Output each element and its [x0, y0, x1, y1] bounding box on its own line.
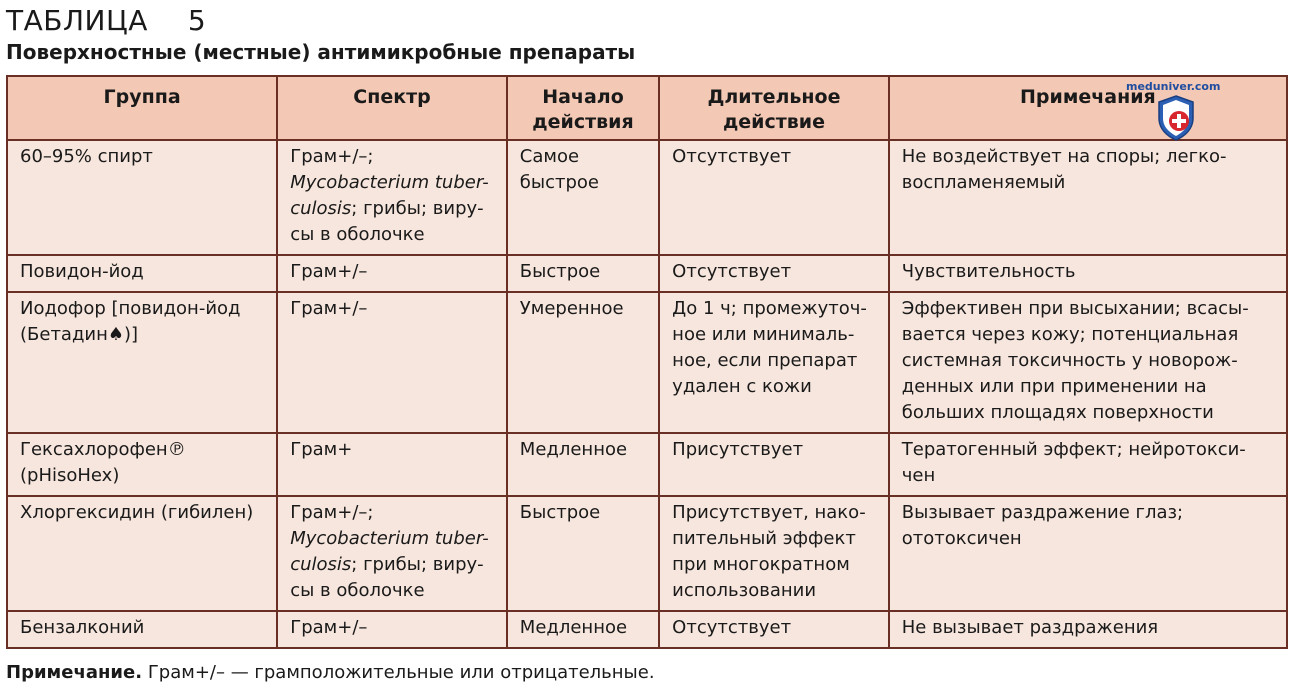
antimicrobial-table — [6, 75, 1288, 649]
spectrum-text: Грам+/– — [290, 298, 368, 319]
cell-notes: Эффективен при высыхании; всасы-вается через кожу; потенциальная системная токсичность у новорож-денных или при применении на больших площадях поверхности — [889, 292, 1287, 433]
spectrum-text-rest: ; грибы; виру-сы в оболочке — [290, 198, 484, 245]
table-row — [7, 611, 1287, 648]
cell-duration: Присутствует — [659, 433, 889, 496]
cell-duration: До 1 ч; промежуточ-ное или минималь-ное, если препарат удален с кожи — [659, 292, 889, 433]
table-row — [7, 140, 1287, 255]
spectrum-organism: Mycobacterium tuber-culosis — [290, 528, 489, 575]
cell-group: Бензалконий — [7, 611, 277, 648]
table-footnote — [6, 662, 655, 683]
column-header-group: Группа — [7, 76, 277, 140]
cell-group: Хлоргексидин (гибилен) — [7, 496, 277, 611]
cell-group: Иодофор [повидон-йод (Бетадин♠)] — [7, 292, 277, 433]
column-header-onset: Начало действия — [507, 76, 659, 140]
cell-spectrum — [277, 611, 507, 648]
table-row — [7, 255, 1287, 292]
table-row — [7, 292, 1287, 433]
cell-notes: Чувствительность — [889, 255, 1287, 292]
cell-notes: Вызывает раздражение глаз; ототоксичен — [889, 496, 1287, 611]
cell-notes: Не вызывает раздражения — [889, 611, 1287, 648]
cell-spectrum — [277, 292, 507, 433]
table-row — [7, 496, 1287, 611]
cell-onset: Медленное — [507, 433, 659, 496]
table-header-row — [7, 76, 1287, 140]
column-header-duration: Длительное действие — [659, 76, 889, 140]
cell-onset: Быстрое — [507, 255, 659, 292]
cell-notes: Тератогенный эффект; нейротокси-чен — [889, 433, 1287, 496]
column-header-notes: Примечания — [889, 76, 1287, 140]
table-subtitle: Поверхностные (местные) антимикробные препараты — [6, 40, 636, 64]
cell-duration: Отсутствует — [659, 611, 889, 648]
cell-spectrum — [277, 255, 507, 292]
table-number: 5 — [187, 4, 206, 37]
cell-spectrum — [277, 140, 507, 255]
cell-onset: Медленное — [507, 611, 659, 648]
spectrum-text: Грам+/–; — [290, 146, 374, 167]
cell-group: Повидон-йод — [7, 255, 277, 292]
cell-group: 60–95% спирт — [7, 140, 277, 255]
cell-onset: Самое быстрое — [507, 140, 659, 255]
spectrum-text: Грам+/– — [290, 617, 368, 638]
footnote-text: Грам+/– — грамположительные или отрицательные. — [142, 662, 655, 683]
spectrum-text-rest: ; грибы; виру-сы в оболочке — [290, 554, 484, 601]
cell-onset: Быстрое — [507, 496, 659, 611]
cell-spectrum — [277, 433, 507, 496]
watermark-site-text: meduniver.com — [1126, 80, 1221, 93]
cell-notes: Не воздействует на споры; легко-воспламеняемый — [889, 140, 1287, 255]
cell-onset: Умеренное — [507, 292, 659, 433]
watermark-logo — [1114, 80, 1234, 160]
table-title-word: ТАБЛИЦА — [6, 4, 148, 37]
cell-duration: Отсутствует — [659, 255, 889, 292]
cell-duration: Присутствует, нако-пительный эффект при многократном использовании — [659, 496, 889, 611]
table-title — [6, 4, 206, 38]
cell-group: Гексахлорофен℗ (pHisoHex) — [7, 433, 277, 496]
spectrum-text: Грам+ — [290, 439, 353, 460]
cell-spectrum — [277, 496, 507, 611]
spectrum-organism: Mycobacterium tuber-culosis — [290, 172, 489, 219]
shield-cross-icon — [1156, 94, 1196, 142]
footnote-label: Примечание. — [6, 662, 143, 683]
table-row — [7, 433, 1287, 496]
cell-duration: Отсутствует — [659, 140, 889, 255]
spectrum-text: Грам+/– — [290, 261, 368, 282]
spectrum-text: Грам+/–; — [290, 502, 374, 523]
column-header-spectrum: Спектр — [277, 76, 507, 140]
